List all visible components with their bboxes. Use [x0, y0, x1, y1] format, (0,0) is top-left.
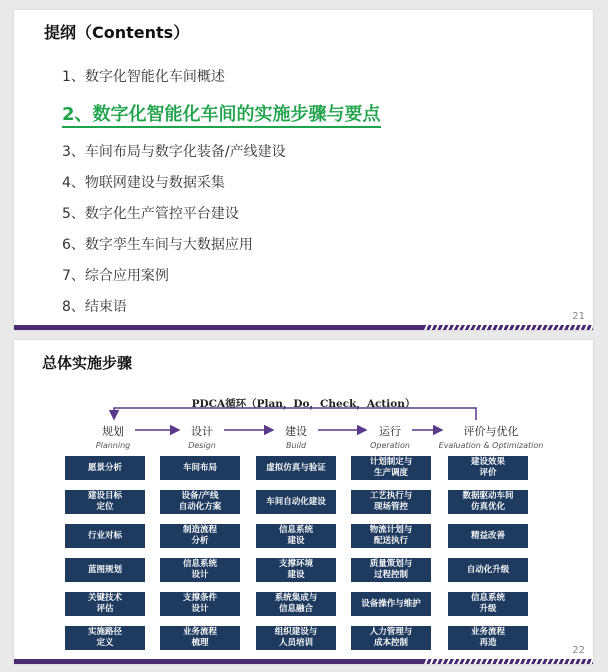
contents-item: 5、数字化生产管控平台建设 [62, 206, 239, 222]
phase-operation: 运行 Operation [370, 425, 410, 450]
step-box: 组织建设与 人员培训 [256, 626, 336, 650]
contents-item-active: 2、数字化智能化车间的实施步骤与要点 [62, 93, 381, 137]
contents-item: 3、车间布局与数字化装备/产线建设 [62, 144, 286, 160]
step-box: 支撑条件 设计 [160, 592, 240, 616]
footer-stripes [423, 325, 593, 330]
step-box: 信息系统 设计 [160, 558, 240, 582]
step-box: 人力管理与 成本控制 [351, 626, 431, 650]
step-box: 业务流程 梳理 [160, 626, 240, 650]
step-box: 物流计划与 配送执行 [351, 524, 431, 548]
step-box: 愿景分析 [65, 456, 145, 480]
step-box: 车间布局 [160, 456, 240, 480]
phase-design: 设计 Design [188, 425, 216, 450]
step-box: 制造流程 分析 [160, 524, 240, 548]
footer-stripes [423, 659, 593, 664]
page-number: 22 [572, 645, 585, 656]
step-box: 车间自动化建设 [256, 490, 336, 514]
step-box: 信息系统 升级 [448, 592, 528, 616]
step-box: 建设目标 定位 [65, 490, 145, 514]
step-box: 质量策划与 过程控制 [351, 558, 431, 582]
page-number: 21 [572, 311, 585, 322]
step-box: 支撑环境 建设 [256, 558, 336, 582]
slide-title: 总体实施步骤 [42, 354, 133, 372]
contents-item: 8、结束语 [62, 299, 127, 315]
slide-contents [14, 10, 593, 330]
step-box: 信息系统 建设 [256, 524, 336, 548]
slide-implementation-steps [14, 340, 593, 664]
contents-item: 1、数字化智能化车间概述 [62, 69, 225, 85]
step-box: 自动化升级 [448, 558, 528, 582]
step-box: 虚拟仿真与验证 [256, 456, 336, 480]
step-box: 计划制定与 生产调度 [351, 456, 431, 480]
contents-item: 7、综合应用案例 [62, 268, 169, 284]
step-box: 精益改善 [448, 524, 528, 548]
contents-item: 4、物联网建设与数据采集 [62, 175, 225, 191]
contents-list [62, 62, 381, 323]
step-box: 建设效果 评价 [448, 456, 528, 480]
step-box: 实施路径 定义 [65, 626, 145, 650]
contents-item: 6、数字孪生车间与大数据应用 [62, 237, 253, 253]
feedback-loop-arrow [114, 408, 476, 420]
step-box: 设备/产线 自动化方案 [160, 490, 240, 514]
step-box: 行业对标 [65, 524, 145, 548]
step-box: 系统集成与 信息融合 [256, 592, 336, 616]
step-box: 蓝图规划 [65, 558, 145, 582]
phase-build: 建设 Build [285, 425, 307, 450]
step-box: 业务流程 再造 [448, 626, 528, 650]
step-box: 设备操作与维护 [351, 592, 431, 616]
phase-planning: 规划 Planning [95, 425, 131, 450]
phase-evaluation: 评价与优化 Evaluation & Optimization [438, 425, 544, 450]
step-box: 工艺执行与 现场管控 [351, 490, 431, 514]
slide-title: 提纲（Contents） [44, 23, 190, 42]
pdca-cycle-label: PDCA循环（Plan，Do，Check，Action） [191, 398, 416, 410]
step-box: 关键技术 评估 [65, 592, 145, 616]
step-box: 数据驱动车间 仿真优化 [448, 490, 528, 514]
